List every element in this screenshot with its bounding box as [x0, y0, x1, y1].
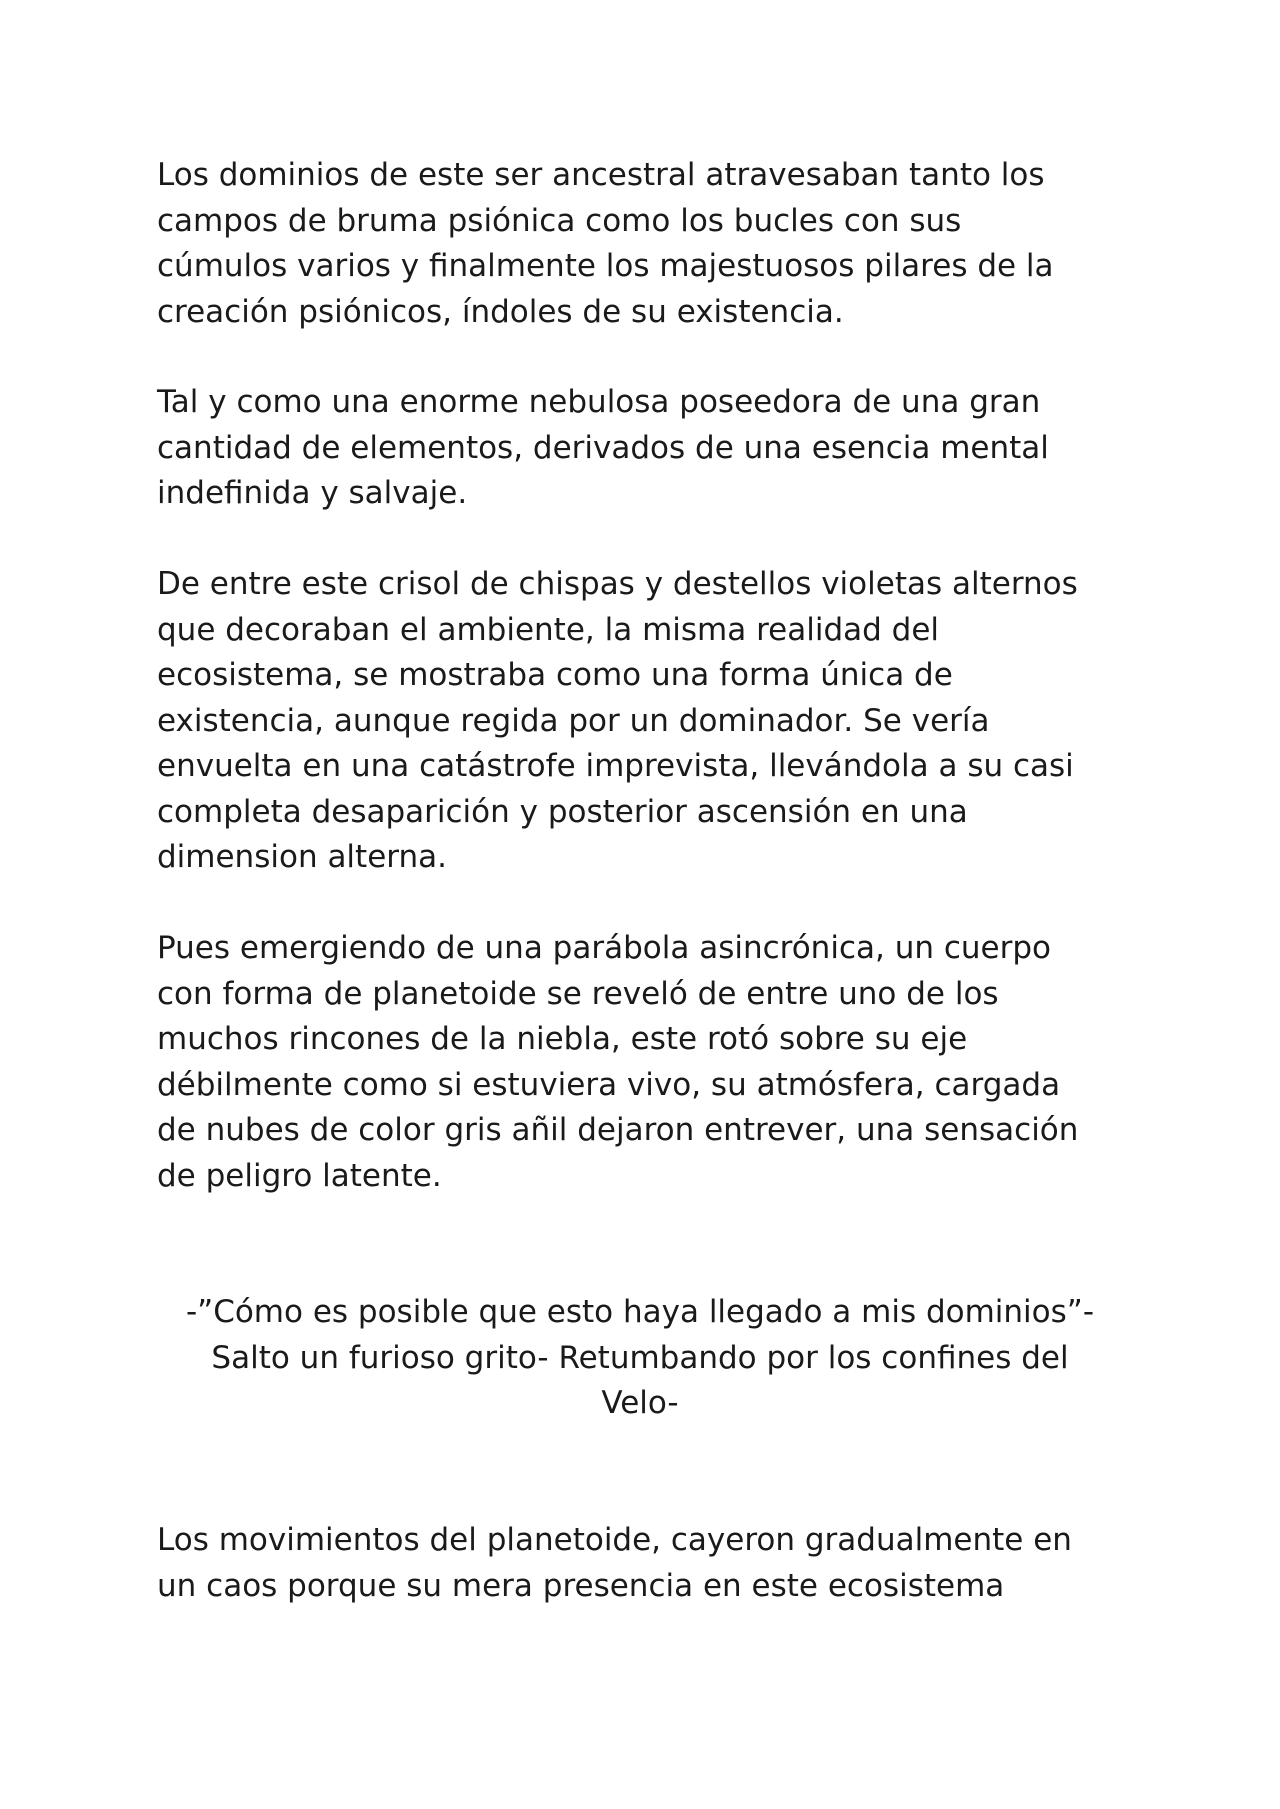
text-line: ecosistema, se mostraba como una forma única de — [157, 657, 953, 693]
text-line: Los dominios de este ser ancestral atravesaban tanto los — [157, 157, 1045, 193]
text-line: campos de bruma psiónica como los bucles con sus — [157, 202, 962, 239]
text-line: Velo- — [601, 1385, 679, 1421]
text-line: Salto un furioso grito- Retumbando por los confines del — [211, 1339, 1069, 1376]
text-line: débilmente como si estuviera vivo, su atmósfera, cargada — [157, 1066, 1061, 1103]
text-line: dimension alterna. — [157, 839, 447, 875]
text-line: existencia, aunque regida por un dominador. Se vería — [157, 702, 990, 739]
text-line: creación psiónicos, índoles de su existencia. — [157, 293, 844, 330]
text-line: cúmulos varios y finalmente los majestuosos pilares de la — [157, 248, 1054, 284]
text-line: de peligro latente. — [157, 1157, 442, 1194]
text-line: cantidad de elementos, derivados de una esencia mental — [157, 429, 1049, 466]
text-line: de nubes de color gris añil dejaron entrever, una sensación — [157, 1112, 1079, 1148]
paragraph-crisol — [157, 562, 1127, 881]
text-line: con forma de planetoide se reveló de entre uno de los — [157, 975, 999, 1012]
text-line: Tal y como una enorme nebulosa poseedora de una gran — [157, 384, 1041, 420]
text-line: indefinida y salvaje. — [157, 475, 468, 511]
paragraph-movimientos — [157, 1518, 1127, 1609]
text-line: que decoraban el ambiente, la misma realidad del — [157, 611, 940, 648]
paragraph-planetoide — [157, 926, 1127, 1199]
text-line: -”Cómo es posible que esto haya llegado a mis dominios”- — [185, 1294, 1095, 1330]
paragraph-dominios — [157, 153, 1127, 335]
dialogue-quote — [157, 1290, 1123, 1427]
paragraph-nebulosa — [157, 380, 1127, 517]
text-line: Pues emergiendo de una parábola asincrónica, un cuerpo — [157, 930, 1051, 966]
text-line: envuelta en una catástrofe imprevista, llevándola a su casi — [157, 748, 1074, 784]
text-line: De entre este crisol de chispas y destellos violetas alternos — [157, 566, 1078, 602]
text-line: completa desaparición y posterior ascensión en una — [157, 793, 968, 830]
text-line: muchos rincones de la niebla, este rotó sobre su eje — [157, 1021, 968, 1057]
text-line: Los movimientos del planetoide, cayeron gradualmente en — [157, 1522, 1072, 1558]
text-line: un caos porque su mera presencia en este ecosistema — [157, 1567, 1005, 1604]
